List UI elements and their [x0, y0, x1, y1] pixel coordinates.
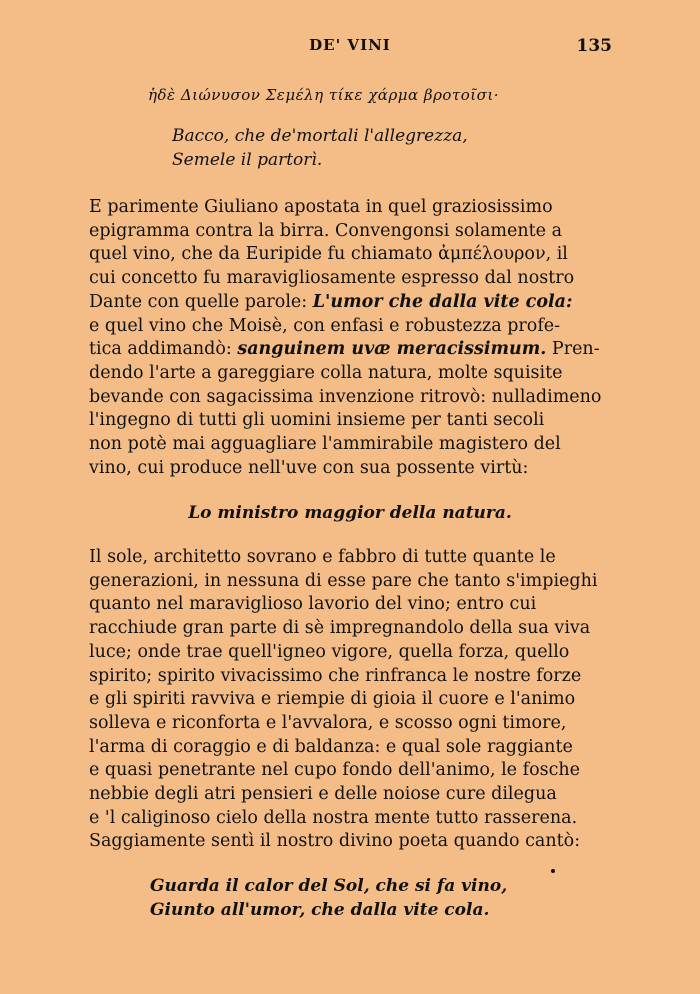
paragraph-giuliano	[89, 196, 609, 480]
text-line	[89, 291, 609, 315]
text-line: epigramma contra la birra. Convengonsi solamente a	[89, 220, 563, 241]
text-run: Pren-	[546, 339, 600, 360]
text-run: tica addimandò:	[89, 339, 238, 360]
text-line: bevande con sagacissima invenzione ritrovò: nulladimeno	[89, 386, 602, 407]
text-line: e 'l caliginoso cielo della nostra mente tutto rasserena.	[89, 807, 578, 828]
text-line: racchiude gran parte di sè impregnandolo della sua viva	[89, 618, 591, 639]
verse-line: Lo ministro maggior della natura.	[188, 503, 512, 523]
text-line: spirito; spirito vivacissimo che rinfranca le nostre forze	[89, 665, 582, 686]
verse-quotation-bacco	[172, 124, 468, 172]
text-line: E parimente Giuliano apostata in quel graziosissimo	[89, 197, 553, 217]
text-line: luce; onde trae quell'igneo vigore, quella forza, quello	[89, 641, 570, 662]
greek-quotation: ἡδὲ Διώνυσον Σεμέλη τίκε χάρμα βροτοῖσι·	[148, 86, 500, 104]
page-number: 135	[576, 36, 612, 56]
text-line	[89, 338, 609, 362]
ink-dot-mark	[551, 869, 555, 873]
text-line: l'arma di coraggio e di baldanza: e qual sole raggiante	[89, 736, 573, 757]
verse-quotation-guarda	[150, 874, 507, 922]
verse-line: Bacco, che de'mortali l'allegrezza,	[172, 126, 468, 146]
verse-line: Guarda il calor del Sol, che si fa vino,	[150, 876, 508, 896]
verse-line: Semele il partorì.	[172, 150, 323, 170]
text-line: Saggiamente sentì il nostro divino poeta quando cantò:	[89, 831, 581, 852]
text-line: e quasi penetrante nel cupo fondo dell'animo, le fosche	[89, 760, 581, 781]
latin-quote: sanguinem uvæ meracissimum.	[237, 339, 547, 360]
running-head	[0, 36, 700, 60]
text-line: e quel vino che Moisè, con enfasi e robustezza profe-	[89, 315, 561, 336]
text-line: cui concetto fu maravigliosamente espresso dal nostro	[89, 268, 575, 289]
text-line: dendo l'arte a gareggiare colla natura, molte squisite	[89, 362, 563, 383]
text-line: non potè mai agguagliare l'ammirabile magistero del	[89, 434, 561, 455]
running-title: DE' VINI	[309, 36, 391, 54]
verse-quotation-ministro	[0, 501, 700, 525]
text-run: Dante con quelle parole:	[89, 291, 313, 312]
text-line: Il sole, architetto sovrano e fabbro di tutte quante le	[89, 547, 556, 567]
text-line: nebbie degli atri pensieri e delle noiose cure dilegua	[89, 784, 557, 805]
verse-line: Giunto all'umor, che dalla vite cola.	[150, 900, 490, 920]
text-line: quel vino, che da Euripide fu chiamato ἀμπέλουρον, il	[89, 244, 568, 265]
text-line: generazioni, in nessuna di esse pare che tanto s'impieghi	[89, 570, 598, 591]
text-line: quanto nel maraviglioso lavorio del vino; entro cui	[89, 594, 537, 615]
dante-quote: L'umor che dalla vite cola:	[312, 291, 573, 312]
text-line: vino, cui produce nell'uve con sua possente virtù:	[89, 457, 529, 478]
paragraph-sole	[89, 546, 609, 854]
text-line: l'ingegno di tutti gli uomini insieme per tanti secoli	[89, 410, 545, 431]
text-line: e gli spiriti ravviva e riempie di gioia il cuore e l'animo	[89, 689, 576, 710]
text-line: solleva e riconforta e l'avvalora, e scosso ogni timore,	[89, 712, 567, 733]
